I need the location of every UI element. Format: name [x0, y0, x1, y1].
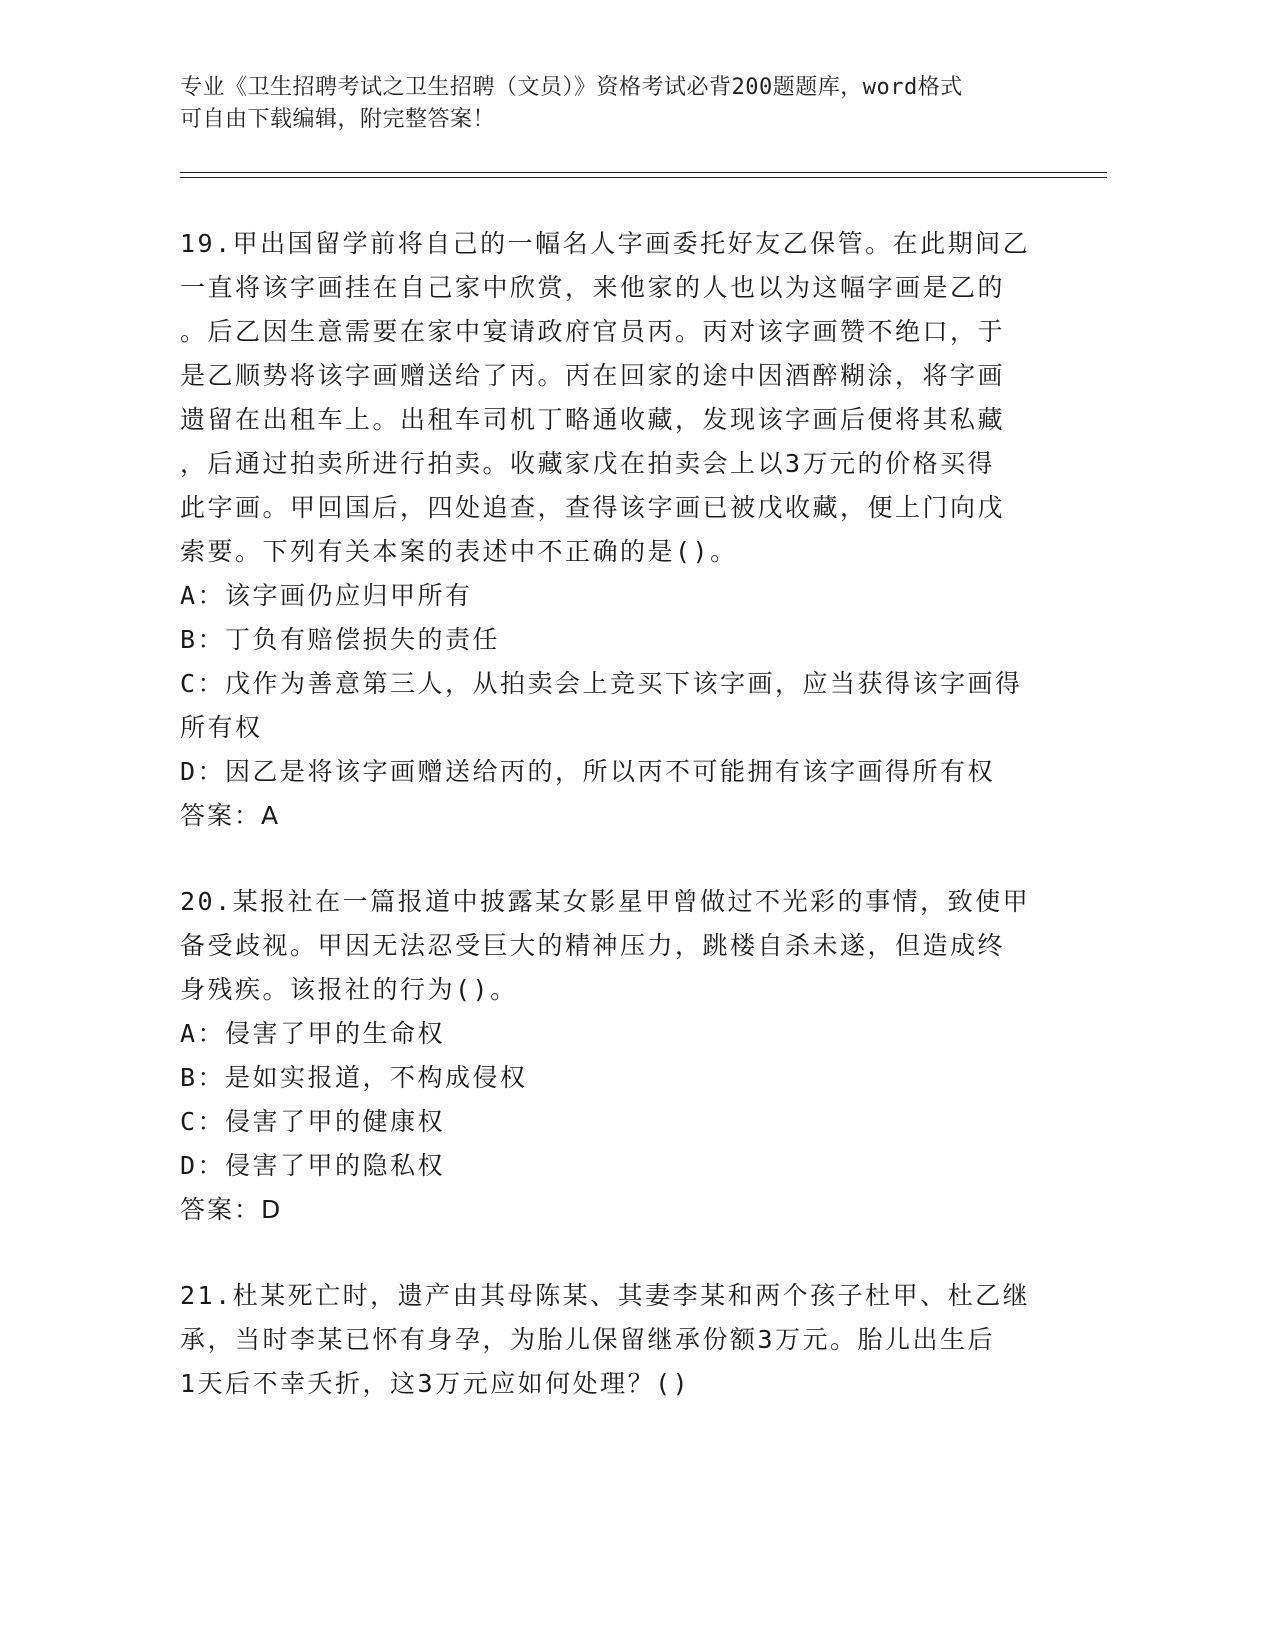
stem-line: 。后乙因生意需要在家中宴请政府官员丙。丙对该字画赞不绝口，于: [180, 317, 1006, 346]
question-stem: [180, 880, 1040, 1012]
option-b: B：是如实报道，不构成侵权: [180, 1063, 528, 1092]
stem-line: 一直将该字画挂在自己家中欣赏，来他家的人也以为这幅字画是乙的: [180, 273, 1006, 302]
stem-line: 承，当时李某已怀有身孕，为胎儿保留继承份额3万元。胎儿出生后: [180, 1325, 996, 1354]
question-21: [180, 1274, 1040, 1406]
stem-line: 索要。下列有关本案的表述中不正确的是()。: [180, 537, 738, 566]
stem-line: 备受歧视。甲因无法忍受巨大的精神压力，跳楼自杀未遂，但造成终: [180, 931, 1006, 960]
question-stem: [180, 222, 1040, 574]
answer-label: 答案：A: [180, 801, 281, 830]
option-d: D：因乙是将该字画赠送给丙的，所以丙不可能拥有该字画得所有权: [180, 757, 996, 786]
document-header: [180, 72, 1040, 136]
question-list: [180, 222, 1040, 1406]
stem-line: 是乙顺势将该字画赠送给了丙。丙在回家的途中因酒醉糊涂，将字画: [180, 361, 1006, 390]
stem-line: ，后通过拍卖所进行拍卖。收藏家戊在拍卖会上以3万元的价格买得: [180, 449, 996, 478]
question-19: [180, 222, 1040, 838]
stem-line: 1天后不幸夭折，这3万元应如何处理？(): [180, 1369, 691, 1398]
option-c: C：戊作为善意第三人，从拍卖会上竞买下该字画，应当获得该字画得: [180, 669, 1023, 698]
stem-line: 19.甲出国留学前将自己的一幅名人字画委托好友乙保管。在此期间乙: [180, 229, 1031, 258]
option-b: B：丁负有赔偿损失的责任: [180, 625, 501, 654]
stem-line: 此字画。甲回国后，四处追查，查得该字画已被戊收藏，便上门向戊: [180, 493, 1006, 522]
stem-line: 21.杜某死亡时，遗产由其母陈某、其妻李某和两个孩子杜甲、杜乙继: [180, 1281, 1031, 1310]
option-c: C：侵害了甲的健康权: [180, 1107, 446, 1136]
option-c-continued: 所有权: [180, 713, 263, 742]
option-d: D：侵害了甲的隐私权: [180, 1151, 446, 1180]
question-20: [180, 880, 1040, 1232]
question-stem: [180, 1274, 1040, 1406]
header-line-2: 可自由下载编辑，附完整答案！: [180, 107, 496, 132]
option-a: A：侵害了甲的生命权: [180, 1019, 446, 1048]
stem-line: 遗留在出租车上。出租车司机丁略通收藏，发现该字画后便将其私藏: [180, 405, 1006, 434]
stem-line: 20.某报社在一篇报道中披露某女影星甲曾做过不光彩的事情，致使甲: [180, 887, 1031, 916]
option-a: A：该字画仍应归甲所有: [180, 581, 473, 610]
stem-line: 身残疾。该报社的行为()。: [180, 975, 518, 1004]
header-line-1: 专业《卫生招聘考试之卫生招聘（文员）》资格考试必背200题题库，word格式: [180, 75, 963, 100]
answer-label: 答案：D: [180, 1195, 283, 1224]
header-divider: [180, 172, 1107, 178]
